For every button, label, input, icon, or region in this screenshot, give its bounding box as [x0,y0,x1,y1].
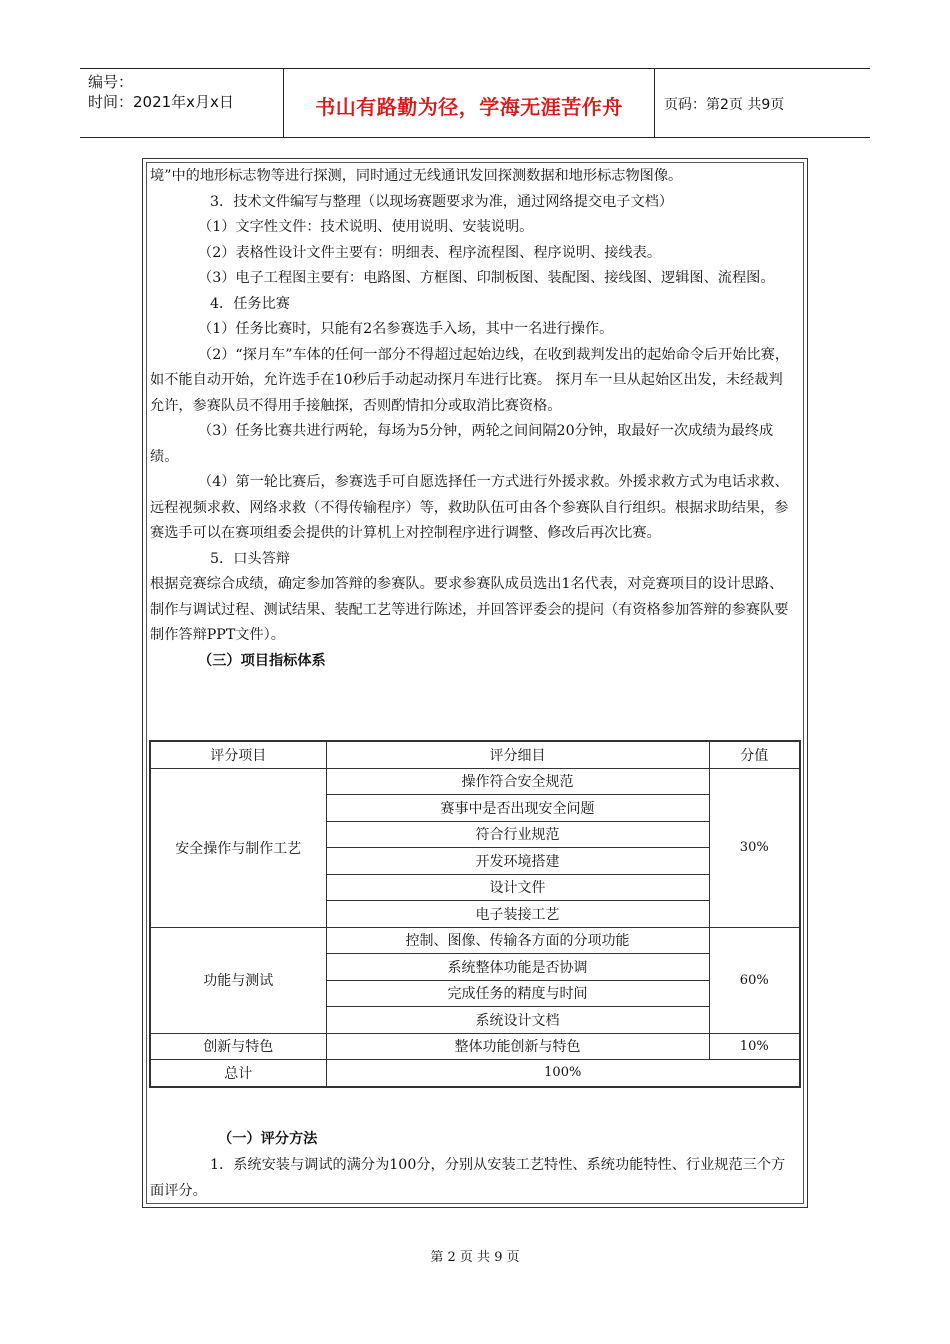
document-body [150,164,794,674]
page-header [80,68,870,138]
detail-cell: 设计文件 [326,874,709,901]
detail-cell: 整体功能创新与特色 [326,1033,709,1060]
header-divider [283,69,284,137]
detail-cell: 完成任务的精度与时间 [326,980,709,1007]
detail-cell: 符合行业规范 [326,821,709,848]
total-label-cell: 总计 [150,1060,326,1087]
table-header-cell: 评分细目 [326,741,709,768]
paragraph: （4）第一轮比赛后，参赛选手可自愿选择任一方式进行外援求救。外援求救方式为电话求救、远程视频求救、网络求救（不得传输程序）等，救助队伍可由各个参赛队自行组织。根据求助结果，参赛选手可以在赛项组委会提供的计算机上对控制程序进行调整、修改后再次比赛。 [150,474,789,541]
paragraph: 根据竞赛综合成绩，确定参加答辩的参赛队。要求参赛队成员选出1名代表，对竞赛项目的设计思路、制作与调试过程、测试结果、装配工艺等进行陈述，并回答评委会的提问（有资格参加答辩的参赛队要制作答辩PPT文件）。 [150,576,789,643]
table-header-row [150,741,800,768]
header-meta [88,72,284,112]
paragraph: （2）表格性设计文件主要有：明细表、程序流程图、程序说明、接线表。 [198,244,662,261]
section-title: （一）评分方法 [218,1131,318,1147]
section-heading: 4．任务比赛 [210,295,290,312]
detail-cell: 系统设计文档 [326,1007,709,1034]
table-row [150,1033,800,1060]
paragraph: 1．系统安装与调试的满分为100分，分别从安装工艺特性、系统功能特性、行业规范三个方面评分。 [150,1157,786,1199]
document-date: 时间：2021年x月x日 [88,93,234,111]
paragraph: （1）文字性文件：技术说明、使用说明、安装说明。 [198,219,534,235]
scoring-table [149,740,801,1088]
table-total-row [150,1060,800,1087]
header-page-info: 页码：第2页 共9页 [664,97,785,113]
detail-cell: 操作符合安全规范 [326,768,709,795]
paragraph: （1）任务比赛时，只能有2名参赛选手入场，其中一名进行操作。 [198,321,614,337]
table-header-cell: 评分项目 [150,741,326,768]
category-cell: 创新与特色 [150,1033,326,1060]
category-cell: 安全操作与制作工艺 [150,768,326,927]
score-cell: 30% [709,768,800,927]
header-motto: 书山有路勤为径，学海无涯苦作舟 [315,95,623,119]
section-heading: 5．口头答辩 [210,550,290,567]
score-cell: 10% [709,1033,800,1060]
table-header-cell: 分值 [709,741,800,768]
page-footer: 第 2 页 共 9 页 [430,1250,520,1265]
header-divider [654,69,655,137]
document-number-label: 编号： [88,73,134,91]
paragraph: （3）电子工程图主要有：电路图、方框图、印制板图、装配图、接线图、逻辑图、流程图。 [198,270,775,286]
category-cell: 功能与测试 [150,927,326,1033]
paragraph: （2）“探月车”车体的任何一部分不得超过起始边线，在收到裁判发出的起始命令后开始比赛，如不能自动开始，允许选手在10秒后手动起动探月车进行比赛。 探月车一旦从起始区出发，未经裁判允许，参赛队员不得用手接触探，否则酌情扣分或取消比赛资格。 [150,346,790,414]
detail-cell: 赛事中是否出现安全问题 [326,795,709,822]
detail-cell: 控制、图像、传输各方面的分项功能 [326,927,709,954]
paragraph: 境”中的地形标志物等进行探测，同时通过无线通讯发回探测数据和地形标志物图像。 [150,168,683,184]
table-row [150,927,800,954]
score-cell: 60% [709,927,800,1033]
total-score-cell: 100% [326,1060,800,1087]
detail-cell: 系统整体功能是否协调 [326,954,709,981]
table-row [150,768,800,795]
detail-cell: 电子装接工艺 [326,901,709,928]
section-heading: 3．技术文件编写与整理（以现场赛题要求为准，通过网络提交电子文档） [210,193,674,210]
scoring-method-section [150,1126,794,1204]
detail-cell: 开发环境搭建 [326,848,709,875]
paragraph: （3）任务比赛共进行两轮，每场为5分钟，两轮之间间隔20分钟，取最好一次成绩为最终成绩。 [150,423,774,465]
section-title: （三）项目指标体系 [198,652,326,669]
